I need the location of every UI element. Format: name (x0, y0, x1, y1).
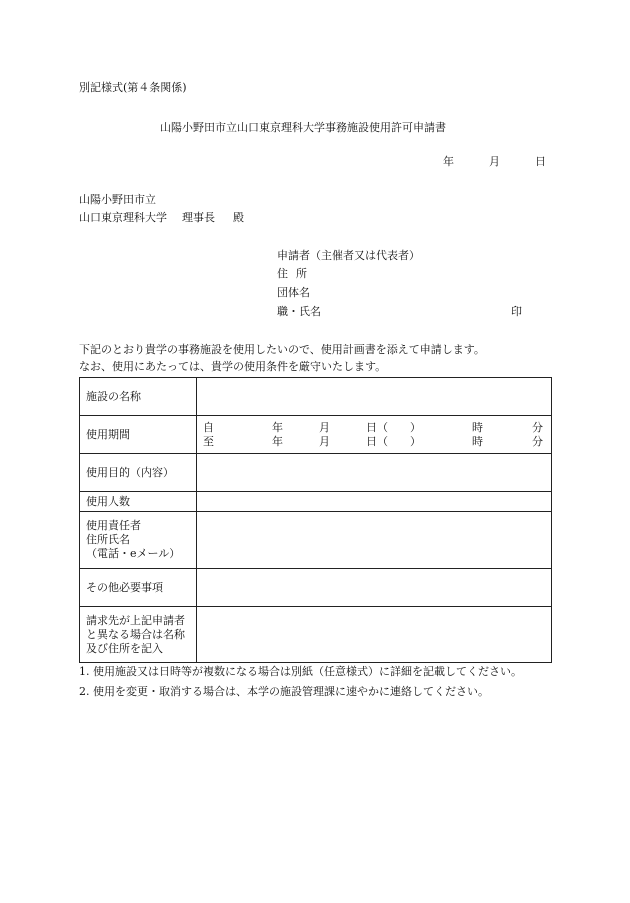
purpose-label: 使用目的（内容） (80, 454, 197, 492)
applicant-name-label: 職・氏名 (277, 305, 321, 318)
responsible-label-line2: 住所氏名 (86, 533, 130, 546)
applicant-organization-label: 団体名 (277, 286, 310, 299)
intro-line-2: なお、使用にあたっては、貴学の使用条件を厳守いたします。 (79, 360, 387, 373)
responsible-label-line1: 使用責任者 (86, 519, 141, 532)
period-from-line (203, 421, 545, 435)
responsible-field[interactable] (197, 512, 552, 569)
period-from-month: 月 (319, 420, 330, 434)
facility-name-label: 施設の名称 (80, 378, 197, 416)
billing-field[interactable] (197, 607, 552, 663)
period-label: 使用期間 (80, 416, 197, 454)
headcount-field[interactable] (197, 492, 552, 512)
addressee-honorific: 殿 (233, 211, 244, 224)
facility-name-field[interactable] (197, 378, 552, 416)
period-to-minute: 分 (532, 434, 543, 448)
table-row (80, 569, 552, 607)
table-row (80, 512, 552, 569)
applicant-label: 申請者（主催者又は代表者） (277, 249, 420, 262)
billing-label-line2: と異なる場合は名称 (86, 627, 185, 641)
table-row (80, 378, 552, 416)
period-to-prefix: 至 (203, 434, 214, 448)
addressee-line2: 山口東京理科大学 (79, 211, 167, 224)
billing-label-line1: 請求先が上記申請者 (86, 613, 185, 627)
usage-details-table (79, 377, 552, 663)
period-to-month: 月 (319, 434, 330, 448)
note-2: 2. 使用を変更・取消する場合は、本学の施設管理課に速やかに連絡してください。 (79, 685, 489, 698)
period-field[interactable] (197, 416, 552, 454)
addressee-line1: 山陽小野田市立 (79, 193, 156, 206)
period-to-day: 日（ ） (366, 434, 421, 448)
table-row (80, 607, 552, 663)
period-from-prefix: 自 (203, 420, 214, 434)
date-month-label: 月 (489, 155, 500, 168)
period-from-year: 年 (272, 420, 283, 434)
period-to-year: 年 (272, 434, 283, 448)
period-to-line (203, 435, 545, 449)
responsible-label-line3: （電話・eメール） (86, 547, 181, 560)
other-label: その他必要事項 (80, 569, 197, 607)
period-from-day: 日（ ） (366, 420, 421, 434)
billing-label (80, 607, 197, 663)
period-from-minute: 分 (532, 420, 543, 434)
form-reference: 別記様式(第４条関係) (79, 81, 187, 94)
purpose-field[interactable] (197, 454, 552, 492)
date-year-label: 年 (443, 155, 454, 168)
date-day-label: 日 (535, 155, 546, 168)
document-title: 山陽小野田市立山口東京理科大学事務施設使用許可申請書 (160, 121, 446, 134)
period-from-hour: 時 (472, 420, 483, 434)
period-to-hour: 時 (472, 434, 483, 448)
applicant-address-label: 住所 (277, 267, 315, 280)
seal-mark: 印 (511, 305, 522, 318)
addressee-title: 理事長 (182, 211, 215, 224)
billing-label-line3: 及び住所を記入 (86, 641, 163, 655)
table-row (80, 492, 552, 512)
note-1: 1. 使用施設又は日時等が複数になる場合は別紙（任意様式）に詳細を記載してください。 (79, 665, 522, 678)
table-row (80, 454, 552, 492)
table-row (80, 416, 552, 454)
headcount-label: 使用人数 (80, 492, 197, 512)
other-field[interactable] (197, 569, 552, 607)
intro-line-1: 下記のとおり貴学の事務施設を使用したいので、使用計画書を添えて申請します。 (79, 343, 485, 356)
responsible-label (80, 512, 197, 569)
